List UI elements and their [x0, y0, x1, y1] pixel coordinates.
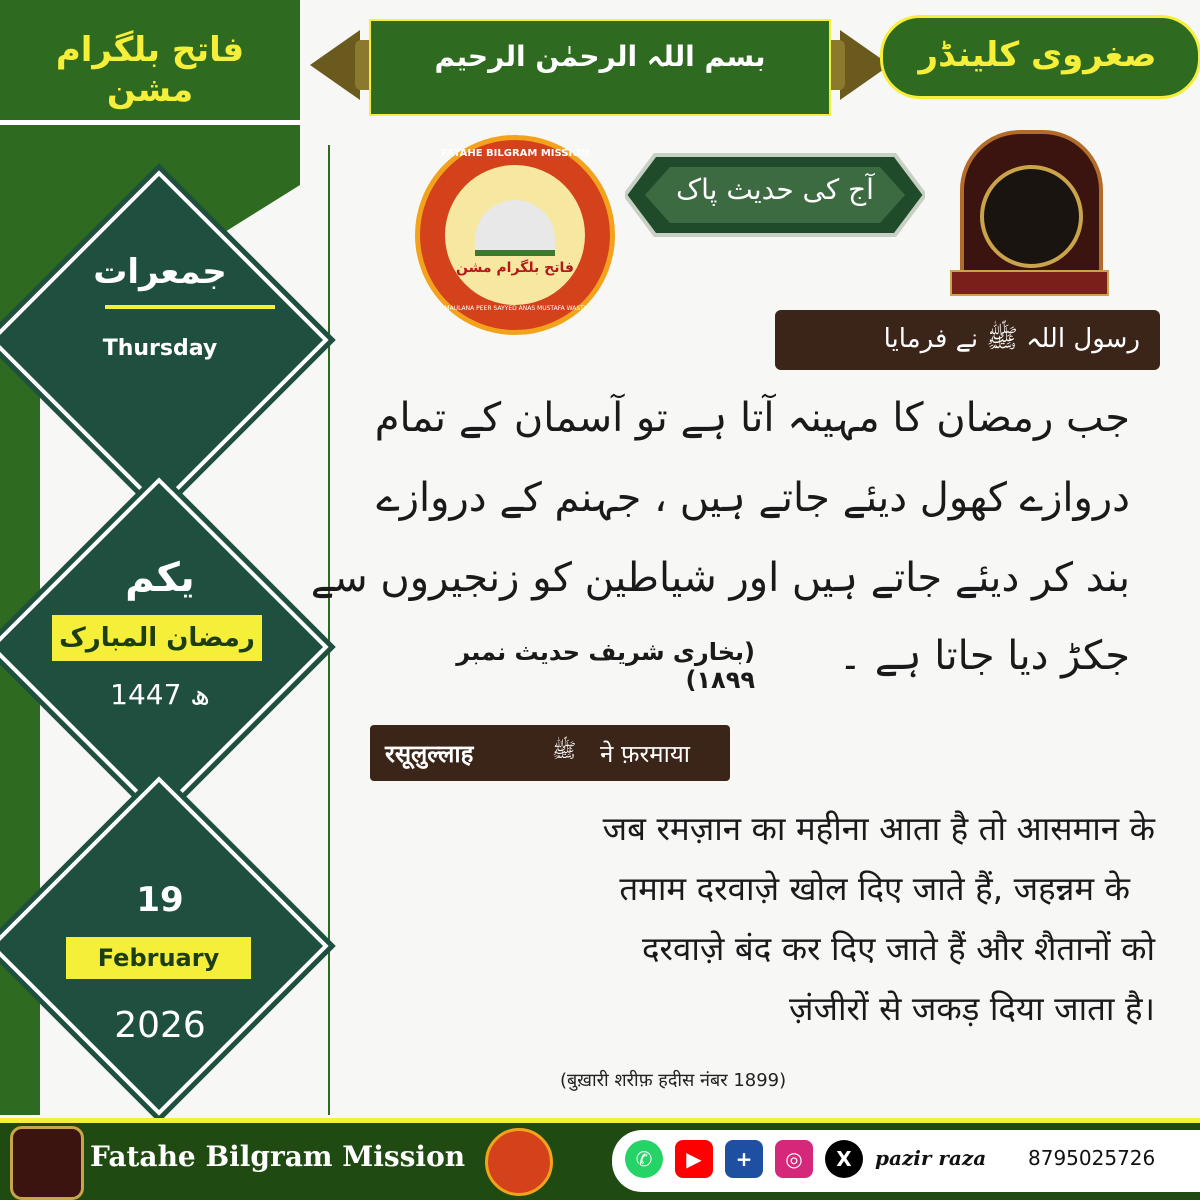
day-english: Thursday — [102, 336, 218, 361]
left-column — [0, 0, 330, 1118]
hijri-day: یکم — [125, 555, 195, 601]
footer — [0, 1118, 1200, 1200]
urdu-reference: (بخاری شریف حدیث نمبر ۱۸۹۹) — [456, 638, 755, 694]
calligraphy-seal — [980, 165, 1083, 268]
hijri-year: 1447 ھ — [110, 678, 210, 711]
whatsapp-icon[interactable]: ✆ — [625, 1140, 663, 1178]
footer-phone: 8795025726 — [1028, 1146, 1156, 1170]
hindi-reference: (बुख़ारी शरीफ़ हदीस नंबर 1899) — [560, 1070, 787, 1091]
footer-org-name: Fatahe Bilgram Mission — [90, 1140, 466, 1173]
footer-mission-logo — [485, 1128, 553, 1196]
hindi-label-part2: ने फ़रमाया — [600, 740, 690, 768]
hindi-line-1: जब रमज़ान का महीना आता है तो आसमान के — [602, 809, 1155, 848]
mission-logo-text-top: FATAHE BILGRAM MISSION — [440, 148, 590, 159]
day-urdu: جمعرات — [93, 252, 227, 292]
hindi-line-3: दरवाज़े बंद कर दिए जाते हैं और शैतानों को — [641, 929, 1155, 968]
hindi-line-2: तमाम दरवाज़े खोल दिए जाते हैं, जहन्नम के — [619, 869, 1130, 908]
footer-handle: pazir raza — [875, 1146, 987, 1170]
x-icon[interactable]: X — [825, 1140, 863, 1178]
date-month: February — [66, 937, 251, 979]
hijri-month: رمضان المبارک — [52, 615, 262, 661]
bismillah-text: بسم اللہ الرحمٰن الرحیم — [434, 40, 766, 73]
salutation-icon: ﷺ — [552, 738, 577, 762]
date-year: 2026 — [114, 1005, 206, 1046]
day-divider — [105, 305, 275, 309]
right-title: صغروی کلینڈر — [918, 35, 1157, 75]
instagram-icon[interactable]: ◎ — [775, 1140, 813, 1178]
hindi-line-4: ज़ंजीरों से जकड़ दिया जाता है। — [789, 989, 1155, 1028]
urdu-line-3: بند کر دیئے جاتے ہیں اور شیاطین کو زنجیروں سے — [310, 555, 1130, 601]
date-day: 19 — [136, 880, 184, 920]
emblem-ribbon — [950, 270, 1109, 296]
mission-logo-urdu: فاتح بلگرام مشن — [456, 260, 574, 276]
threads-icon[interactable]: + — [725, 1140, 763, 1178]
urdu-line-1: جب رمضان کا مہینہ آتا ہے تو آسمان کے تمام — [374, 395, 1130, 441]
mission-logo — [415, 135, 615, 335]
hadith-heading: آج کی حدیث پاک — [676, 173, 874, 206]
youtube-icon[interactable]: ▶ — [675, 1140, 713, 1178]
shrine-emblem — [945, 120, 1110, 285]
mission-logo-text-bottom: MAULANA PEER SAYYED ANAS MUSTAFA WASTI — [444, 305, 586, 312]
footer-emblem — [10, 1126, 84, 1200]
top-banner — [300, 0, 1200, 125]
urdu-line-4: جکڑ دیا جاتا ہے ۔ — [838, 633, 1130, 679]
urdu-line-2: دروازے کھول دیئے جاتے ہیں ، جہنم کے دروازے — [376, 475, 1130, 521]
urdu-label: رسول اللہ ﷺ نے فرمایا — [883, 324, 1140, 354]
hindi-label-part1: रसूलुल्लाह — [385, 740, 474, 768]
left-title: فاتح بلگرام مشن — [55, 30, 245, 110]
